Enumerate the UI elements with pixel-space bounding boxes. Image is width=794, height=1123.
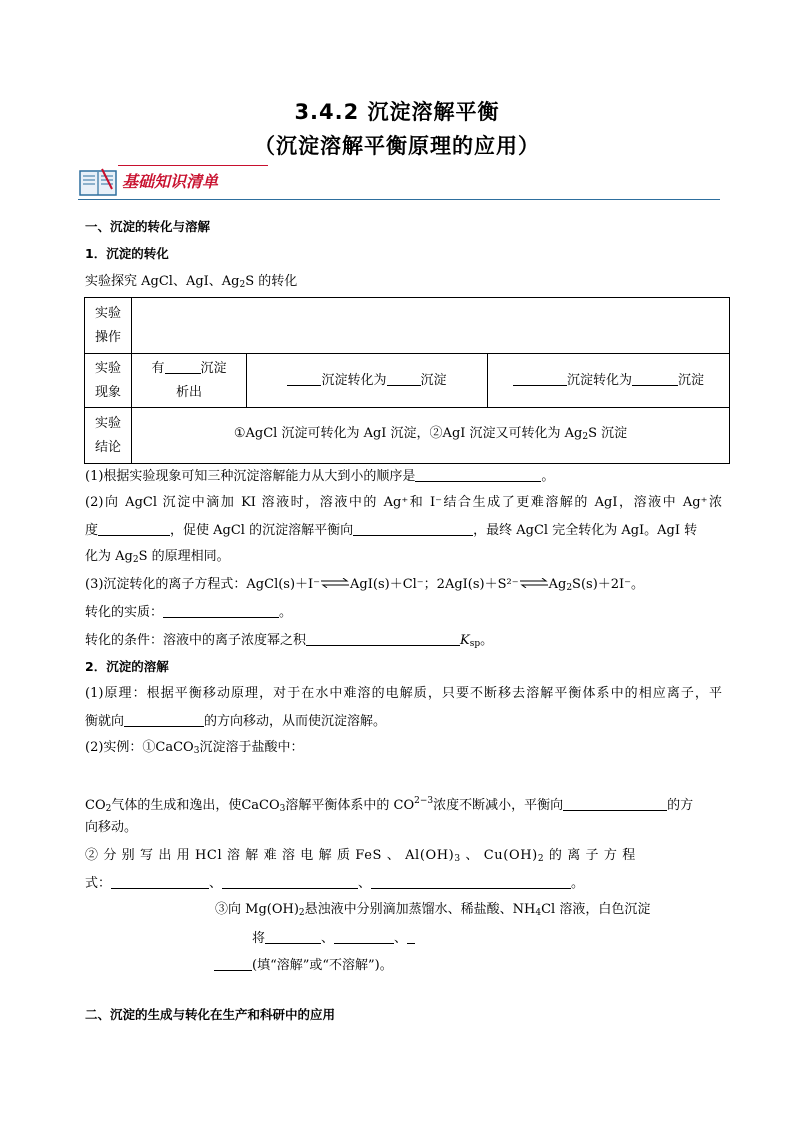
row-label-conclusion: 实验 结论 <box>85 408 132 464</box>
banner-label: 基础知识清单 <box>122 172 219 191</box>
operation-cell <box>132 298 730 354</box>
subsection-heading-2: 2．沉淀的溶解 <box>85 659 169 674</box>
answer-blank[interactable] <box>353 521 473 536</box>
banner-underline <box>118 165 268 166</box>
subsection-heading-1: 1．沉淀的转化 <box>85 246 169 261</box>
answer-blank[interactable] <box>563 796 667 811</box>
answer-blank[interactable] <box>124 712 204 727</box>
conclusion-cell: ①AgCl 沉淀可转化为 AgI 沉淀，②AgI 沉淀又可转化为 Ag2S 沉淀 <box>132 408 730 464</box>
answer-blank[interactable] <box>306 631 460 646</box>
conversion-condition: 转化的条件：溶液中的离子浓度幂之积 Ksp。 <box>85 633 494 649</box>
equilibrium-arrow-icon <box>519 578 549 588</box>
answer-blank[interactable] <box>265 929 321 944</box>
answer-blank[interactable] <box>163 603 279 618</box>
co2-line-2: 向移动。 <box>85 820 138 835</box>
section-banner <box>78 165 720 201</box>
question-2-line-2: 度 ，促使 AgCl 的沉淀溶解平衡向 ，最终 AgCl 完全转化为 AgI。AgI 转 <box>85 523 698 538</box>
answer-blank[interactable] <box>98 521 170 536</box>
question-1: (1)根据实验现象可知三种沉淀溶解能力从大到小的顺序是 。 <box>85 469 555 484</box>
book-icon <box>78 167 118 197</box>
principle-line-1: (1)原理：根据平衡移动原理，对于在水中难溶的电解质，只要不断移去溶解平衡体系中的相应离子，平 <box>85 686 722 701</box>
question-3-equation: (3)沉淀转化的离子方程式：AgCl(s)＋I⁻ AgI(s)＋Cl⁻；2AgI(s)＋S²⁻ Ag2S(s)＋2I⁻。 <box>85 577 645 593</box>
experiment-intro: 实验探究 AgCl、AgI、Ag2S 的转化 <box>85 274 298 290</box>
page-subtitle: （沉淀溶解平衡原理的应用） <box>254 134 540 158</box>
phenomenon-cell-1: 有 沉淀 析出 <box>132 354 247 408</box>
answer-blank[interactable] <box>214 956 252 971</box>
answer-blank[interactable] <box>415 467 541 482</box>
principle-line-2: 衡就向 的方向移动，从而使沉淀溶解。 <box>85 714 387 729</box>
question-2-line-1: (2)向 AgCl 沉淀中滴加 KI 溶液时，溶液中的 Ag⁺和 I⁻结合生成了更难溶解的 AgI，溶液中 Ag⁺浓 <box>85 495 722 510</box>
answer-blank[interactable] <box>222 874 358 889</box>
question-2-line-3: 化为 Ag2S 的原理相同。 <box>85 549 230 565</box>
co2-line-1: CO2气体的生成和逸出，使CaCO3溶解平衡体系中的 $CO^{2-3}$浓度不断减小，平衡向 的方 <box>85 796 694 814</box>
section-heading-1: 一、沉淀的转化与溶解 <box>85 219 211 234</box>
phenomenon-cell-3: 沉淀转化为 沉淀 <box>488 354 730 408</box>
example-2-line-1: ② 分 别 写 出 用 HCl 溶 解 难 溶 电 解 质 FeS 、 Al(OH)3 、 Cu(OH)2 的 离 子 方 程 <box>85 848 636 864</box>
answer-blank[interactable] <box>371 874 571 889</box>
phenomenon-cell-2: 沉淀转化为 沉淀 <box>247 354 488 408</box>
answer-blank[interactable] <box>632 371 678 386</box>
section-heading-2: 二、沉淀的生成与转化在生产和科研中的应用 <box>85 1007 336 1022</box>
answer-blank[interactable] <box>165 359 201 374</box>
example-1: (2)实例：①CaCO3沉淀溶于盐酸中： <box>85 740 304 756</box>
banner-rule <box>78 199 720 200</box>
example-3-line-2: 将 、 、 <box>252 929 415 948</box>
answer-blank[interactable] <box>387 371 421 386</box>
example-3-line-1: ③向 Mg(OH)2悬浊液中分别滴加蒸馏水、稀盐酸、NH4Cl 溶液，白色沉淀 <box>215 902 651 918</box>
equilibrium-arrow-icon <box>320 578 350 588</box>
answer-blank[interactable] <box>334 929 394 944</box>
experiment-table <box>84 297 730 464</box>
page-title: 3.4.2 沉淀溶解平衡 <box>294 100 500 124</box>
answer-blank[interactable] <box>513 371 567 386</box>
example-2-line-2: 式： 、 、 。 <box>85 876 585 891</box>
answer-blank[interactable] <box>407 929 415 944</box>
row-label-phenomenon: 实验 现象 <box>85 354 132 408</box>
row-label-operation: 实验 操作 <box>85 298 132 354</box>
example-3-line-3: (填“溶解”或“不溶解”)。 <box>214 956 393 975</box>
answer-blank[interactable] <box>111 874 209 889</box>
conversion-essence: 转化的实质： 。 <box>85 605 293 620</box>
answer-blank[interactable] <box>287 371 321 386</box>
